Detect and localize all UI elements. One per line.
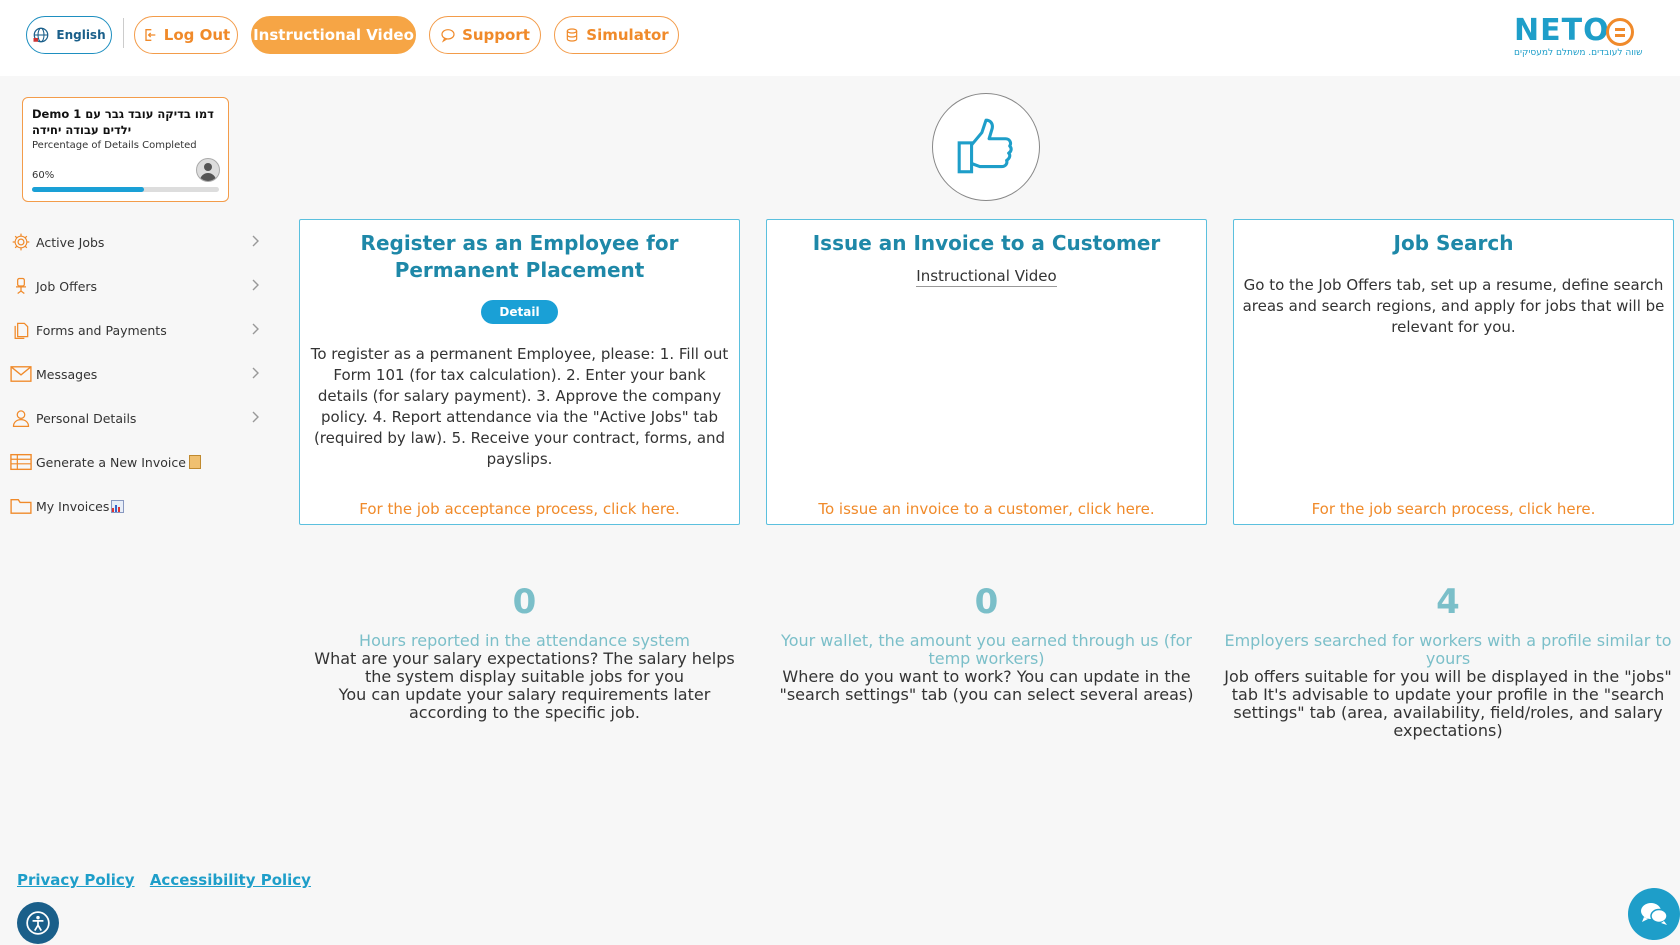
top-bar [0, 0, 1680, 76]
card-body: To register as a permanent Employee, please: 1. Fill out Form 101 (for tax calculation). 2. Enter your bank details (for salary payment). 3. Approve the company policy. 4. Report attendance via the "Active Jobs" tab (required by law). 5. Receive your contract, forms, and payslips. [310, 345, 729, 468]
sidebar-item-forms-payments[interactable] [0, 308, 270, 352]
stat-description: Job offers suitable for you will be displayed in the "jobs" tab It's advisable to update your profile in the "search settings" tab (area, availability, field/roles, and salary expectations) [1224, 667, 1672, 740]
thumbs-up-icon [953, 114, 1019, 180]
language-button[interactable] [26, 16, 112, 54]
stat-label: Your wallet, the amount you earned through us (for temp workers) [781, 631, 1192, 668]
accessibility-policy-link[interactable]: Accessibility Policy [149, 871, 311, 889]
card-title: Job Search [1393, 231, 1514, 255]
stat-hours-reported [304, 580, 745, 722]
logo-tagline: שווה לעובדים. משתלם למעסיקים [1514, 48, 1643, 58]
sidebar-item-messages[interactable] [0, 352, 270, 396]
simulator-button[interactable] [554, 16, 679, 54]
stat-wallet [766, 580, 1207, 704]
profile-progress-fill [32, 187, 144, 192]
instructional-video-button[interactable] [251, 16, 416, 54]
profile-completion-label: Percentage of Details Completed [32, 140, 197, 151]
stat-label: Hours reported in the attendance system [359, 631, 690, 650]
support-label: Support [462, 26, 530, 44]
profile-progress-bar [32, 187, 219, 192]
simulator-label: Simulator [586, 26, 669, 44]
sidebar-item-label: Job Offers [36, 278, 98, 294]
neto-logo[interactable] [1514, 13, 1643, 68]
chevron-right-icon [249, 278, 263, 292]
footer-links [17, 871, 321, 889]
thumbs-up-badge [932, 93, 1040, 201]
logout-icon [142, 27, 158, 43]
logout-button[interactable] [134, 16, 238, 54]
sidebar-item-my-invoices[interactable] [0, 484, 270, 528]
gear-icon [10, 231, 32, 253]
privacy-policy-link[interactable]: Privacy Policy [17, 871, 135, 889]
profile-name: Demo 1 דמו בדיקה עובד גבר עם ילדים עבודה יחידה [32, 107, 214, 137]
profile-completion-card[interactable] [22, 97, 229, 202]
database-icon [564, 27, 580, 43]
video-label: Instructional Video [253, 26, 414, 44]
globe-icon [32, 26, 50, 44]
instructional-video-link[interactable]: Instructional Video [916, 267, 1057, 285]
issue-invoice-link[interactable]: To issue an invoice to a customer, click here. [818, 500, 1155, 518]
envelope-icon [10, 363, 32, 385]
scroll-emoji-icon [189, 455, 201, 469]
chevron-right-icon [249, 366, 263, 380]
sidebar-item-label: My Invoices [36, 498, 110, 514]
avatar[interactable] [196, 158, 220, 182]
chat-button[interactable] [1628, 888, 1680, 940]
card-register-employee [299, 219, 740, 525]
sidebar-item-job-offers[interactable] [0, 264, 270, 308]
sidebar-item-label: Active Jobs [36, 234, 105, 250]
detail-button[interactable]: Detail [481, 300, 557, 324]
profile-percent: 60% [32, 170, 55, 181]
stat-number: 0 [974, 582, 999, 622]
chevron-right-icon [249, 410, 263, 424]
chair-icon [10, 275, 32, 297]
person-icon [10, 407, 32, 429]
chat-bubble-icon [440, 27, 456, 43]
chevron-right-icon [249, 322, 263, 336]
sidebar-item-label: Messages [36, 366, 98, 382]
chart-emoji-icon [111, 500, 124, 513]
documents-icon [10, 319, 32, 341]
language-label: English [56, 28, 106, 42]
stat-number: 0 [512, 582, 537, 622]
job-acceptance-link[interactable]: For the job acceptance process, click here. [359, 500, 680, 518]
avatar-person-icon [197, 159, 219, 181]
support-button[interactable] [429, 16, 541, 54]
card-body: Go to the Job Offers tab, set up a resume, define search areas and search regions, and apply for jobs that will be relevant for you. [1242, 276, 1665, 336]
accessibility-icon [25, 910, 51, 936]
sidebar-item-active-jobs[interactable] [0, 220, 270, 264]
stat-label: Employers searched for workers with a profile similar to yours [1224, 631, 1672, 668]
sidebar-item-personal-details[interactable] [0, 396, 270, 440]
logout-label: Log Out [163, 26, 231, 44]
stat-description: Where do you want to work? You can update in the "search settings" tab (you can select several areas) [779, 667, 1194, 704]
chevron-right-icon [249, 234, 263, 248]
folder-icon [10, 495, 32, 517]
card-title: Register as an Employee for Permanent Placement [360, 231, 679, 282]
chat-icon [1639, 900, 1669, 928]
sidebar-item-label: Generate a New Invoice [36, 454, 186, 470]
stat-employers-searched [1218, 580, 1678, 740]
sidebar-item-generate-invoice[interactable] [0, 440, 270, 484]
card-issue-invoice [766, 219, 1207, 525]
sidebar-menu [0, 220, 270, 528]
sidebar-item-label: Personal Details [36, 410, 137, 426]
card-job-search [1233, 219, 1674, 525]
logo-text: NETO [1514, 13, 1610, 48]
header-divider [123, 18, 124, 48]
accessibility-button[interactable] [17, 902, 59, 944]
card-title: Issue an Invoice to a Customer [812, 231, 1161, 255]
job-search-link[interactable]: For the job search process, click here. [1311, 500, 1596, 518]
logo-equals-icon [1606, 18, 1634, 46]
stat-number: 4 [1436, 582, 1460, 622]
invoice-icon [10, 451, 32, 473]
sidebar-item-label: Forms and Payments [36, 322, 167, 338]
stat-description: What are your salary expectations? The salary helps the system display suitable jobs for you You can update your salary requirements later according to the specific job. [314, 649, 735, 722]
